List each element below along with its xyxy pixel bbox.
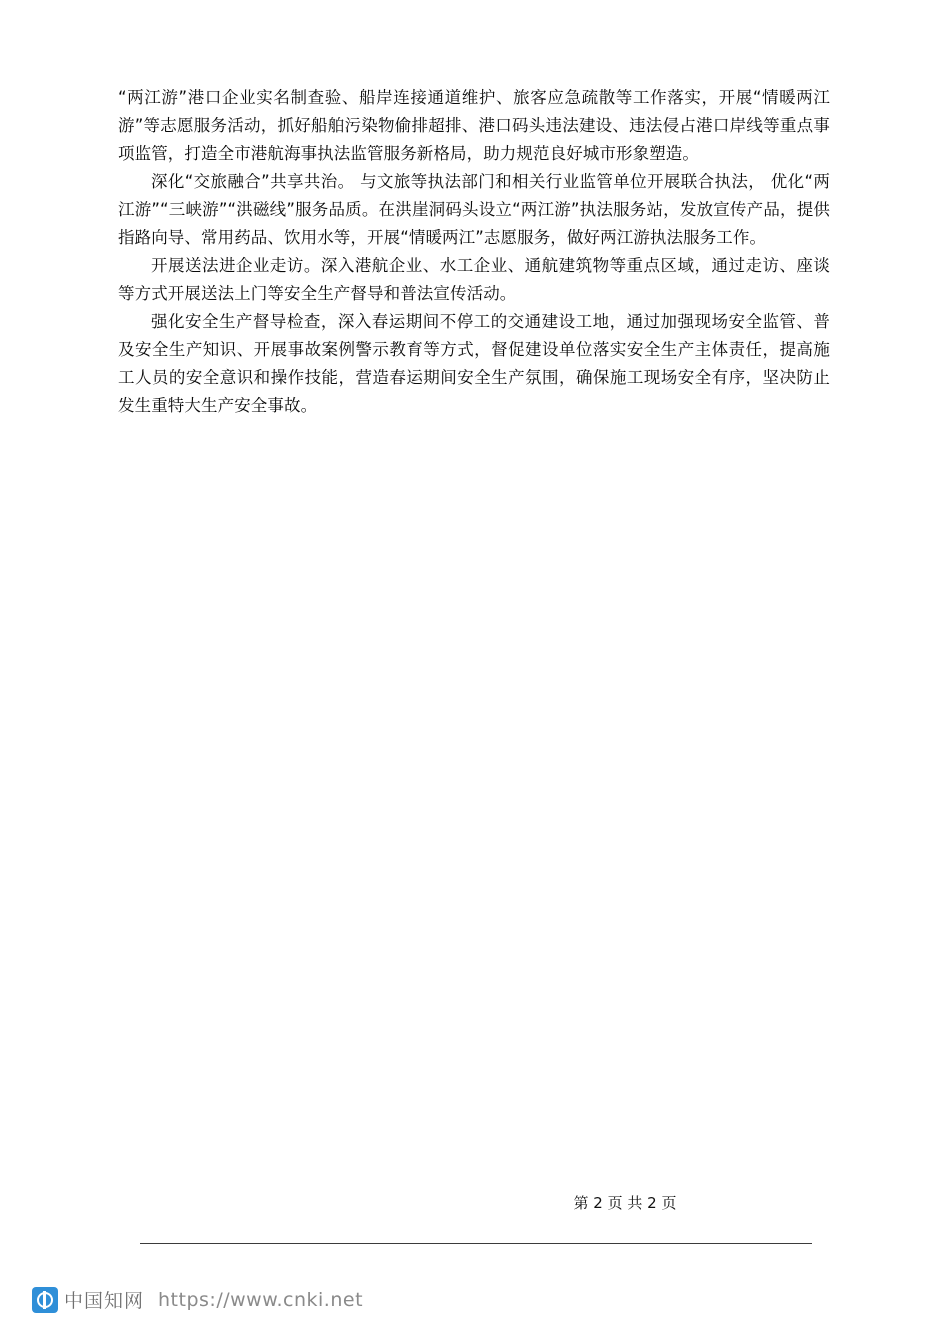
document-body [118,84,830,420]
page-number: 第 2 页 共 2 页 [573,1194,677,1212]
footer-divider [140,1243,812,1244]
paragraph-2: 深化“交旅融合”共享共治。 与文旅等执法部门和相关行业监管单位开展联合执法， 优化“两江游”“三峡游”“洪磁线”服务品质。在洪崖洞码头设立“两江游”执法服务站，发放宣传产品，提供指路向导、常用药品、饮用水等，开展“情暖两江”志愿服务，做好两江游执法服务工作。 [118,172,830,247]
cnki-logo [32,1286,144,1313]
watermark-brand: 中国知网 [64,1290,145,1312]
watermark [32,1286,363,1313]
paragraph-3: 开展送法进企业走访。深入港航企业、水工企业、通航建筑物等重点区域，通过走访、座谈等方式开展送法上门等安全生产督导和普法宣传活动。 [118,256,830,303]
watermark-url: https://www.cnki.net [158,1288,364,1311]
cnki-badge-icon [32,1287,58,1313]
paragraph-4: 强化安全生产督导检查，深入春运期间不停工的交通建设工地，通过加强现场安全监管、普及安全生产知识、开展事故案例警示教育等方式，督促建设单位落实安全生产主体责任，提高施工人员的安全意识和操作技能，营造春运期间安全生产氛围，确保施工现场安全有序，坚决防止发生重特大生产安全事故。 [118,312,830,415]
paragraph-1: “两江游”港口企业实名制查验、船岸连接通道维护、旅客应急疏散等工作落实，开展“情暖两江游”等志愿服务活动，抓好船舶污染物偷排超排、港口码头违法建设、违法侵占港口岸线等重点事项监管，打造全市港航海事执法监管服务新格局，助力规范良好城市形象塑造。 [118,88,830,163]
